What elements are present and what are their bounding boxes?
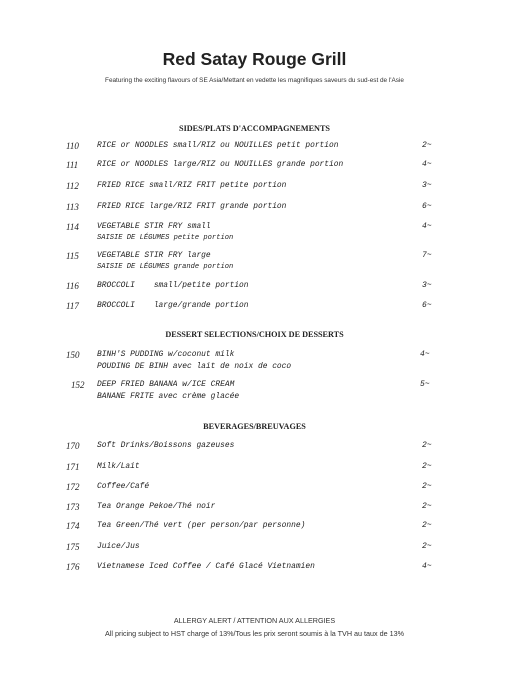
item-description: Coffee/Café [97, 482, 150, 491]
item-description-fr: SAISIE DE LÉGUMES grande portion [97, 263, 234, 271]
item-description: Soft Drinks/Boissons gazeuses [97, 441, 235, 450]
item-description: VEGETABLE STIR FRY large [97, 251, 211, 260]
item-number: 150 [66, 350, 80, 360]
section-title-sides: SIDES/PLATS D'ACCOMPAGNEMENTS [179, 124, 330, 133]
item-description-fr: BANANE FRITE avec crème glacée [97, 392, 240, 401]
item-description: FRIED RICE large/RIZ FRIT grande portion [97, 202, 287, 211]
section-title-desserts: DESSERT SELECTIONS/CHOIX DE DESSERTS [165, 330, 344, 339]
item-description-fr: SAISIE DE LÉGUMES petite portion [97, 234, 234, 242]
item-price: 2~ [422, 521, 432, 530]
item-description: Vietnamese Iced Coffee / Café Glacé Vietnamien [97, 562, 315, 571]
item-description-fr: POUDING DE BINH avec lait de noix de coco [97, 362, 292, 371]
item-description: Juice/Jus [97, 542, 140, 551]
item-price: 4~ [420, 350, 430, 359]
item-price: 2~ [422, 542, 432, 551]
item-number: 170 [66, 441, 80, 451]
item-description: FRIED RICE small/RIZ FRIT petite portion [97, 181, 287, 190]
item-price: 5~ [420, 380, 430, 389]
item-description: DEEP FRIED BANANA w/ICE CREAM [97, 380, 235, 389]
item-number: 111 [66, 160, 79, 170]
item-number: 116 [66, 281, 79, 291]
item-number: 176 [66, 562, 80, 572]
item-description: VEGETABLE STIR FRY small [97, 222, 211, 231]
item-price: 2~ [422, 441, 432, 450]
item-number: 117 [66, 301, 79, 311]
item-number: 174 [66, 521, 80, 531]
item-price: 2~ [422, 141, 432, 150]
item-description: RICE or NOODLES small/RIZ ou NOUILLES petit portion [97, 141, 339, 150]
item-number: 113 [66, 202, 79, 212]
item-price: 6~ [422, 301, 432, 310]
restaurant-title: Red Satay Rouge Grill [162, 49, 347, 69]
item-number: 173 [66, 502, 80, 512]
allergy-alert: ALLERGY ALERT / ATTENTION AUX ALLERGIES [173, 616, 336, 625]
item-price: 4~ [422, 222, 432, 231]
item-price: 2~ [422, 462, 432, 471]
item-number: 171 [66, 462, 80, 472]
restaurant-subtitle: Featuring the exciting flavours of SE Asia/Mettant en vedette les magnifiques saveurs du sud-est de l'Asie [105, 77, 404, 84]
item-description: Tea Green/Thé vert (per person/par personne) [97, 521, 306, 530]
item-number: 172 [66, 482, 80, 492]
item-price: 2~ [422, 502, 432, 511]
item-description: BINH'S PUDDING w/coconut milk [97, 350, 235, 359]
item-description: RICE or NOODLES large/RIZ ou NOUILLES grande portion [97, 160, 344, 169]
item-price: 3~ [422, 181, 432, 190]
item-price: 4~ [422, 562, 432, 571]
item-price: 7~ [422, 251, 432, 260]
pricing-note: All pricing subject to HST charge of 13%/Tous les prix seront soumis à la TVH au taux de 13% [105, 629, 404, 638]
item-description: BROCCOLI large/grande portion [97, 301, 249, 310]
item-number: 112 [66, 181, 79, 191]
section-title-beverages: BEVERAGES/BREUVAGES [203, 422, 306, 431]
item-number: 115 [66, 251, 79, 261]
item-description: Milk/Lait [97, 462, 140, 471]
item-description: Tea Orange Pekoe/Thé noir [97, 502, 216, 511]
item-price: 6~ [422, 202, 432, 211]
item-price: 3~ [422, 281, 432, 290]
item-price: 2~ [422, 482, 432, 491]
item-number: 114 [66, 222, 79, 232]
item-number: 152 [71, 380, 85, 390]
item-number: 175 [66, 542, 80, 552]
item-number: 110 [66, 141, 79, 151]
item-description: BROCCOLI small/petite portion [97, 281, 249, 290]
item-price: 4~ [422, 160, 432, 169]
